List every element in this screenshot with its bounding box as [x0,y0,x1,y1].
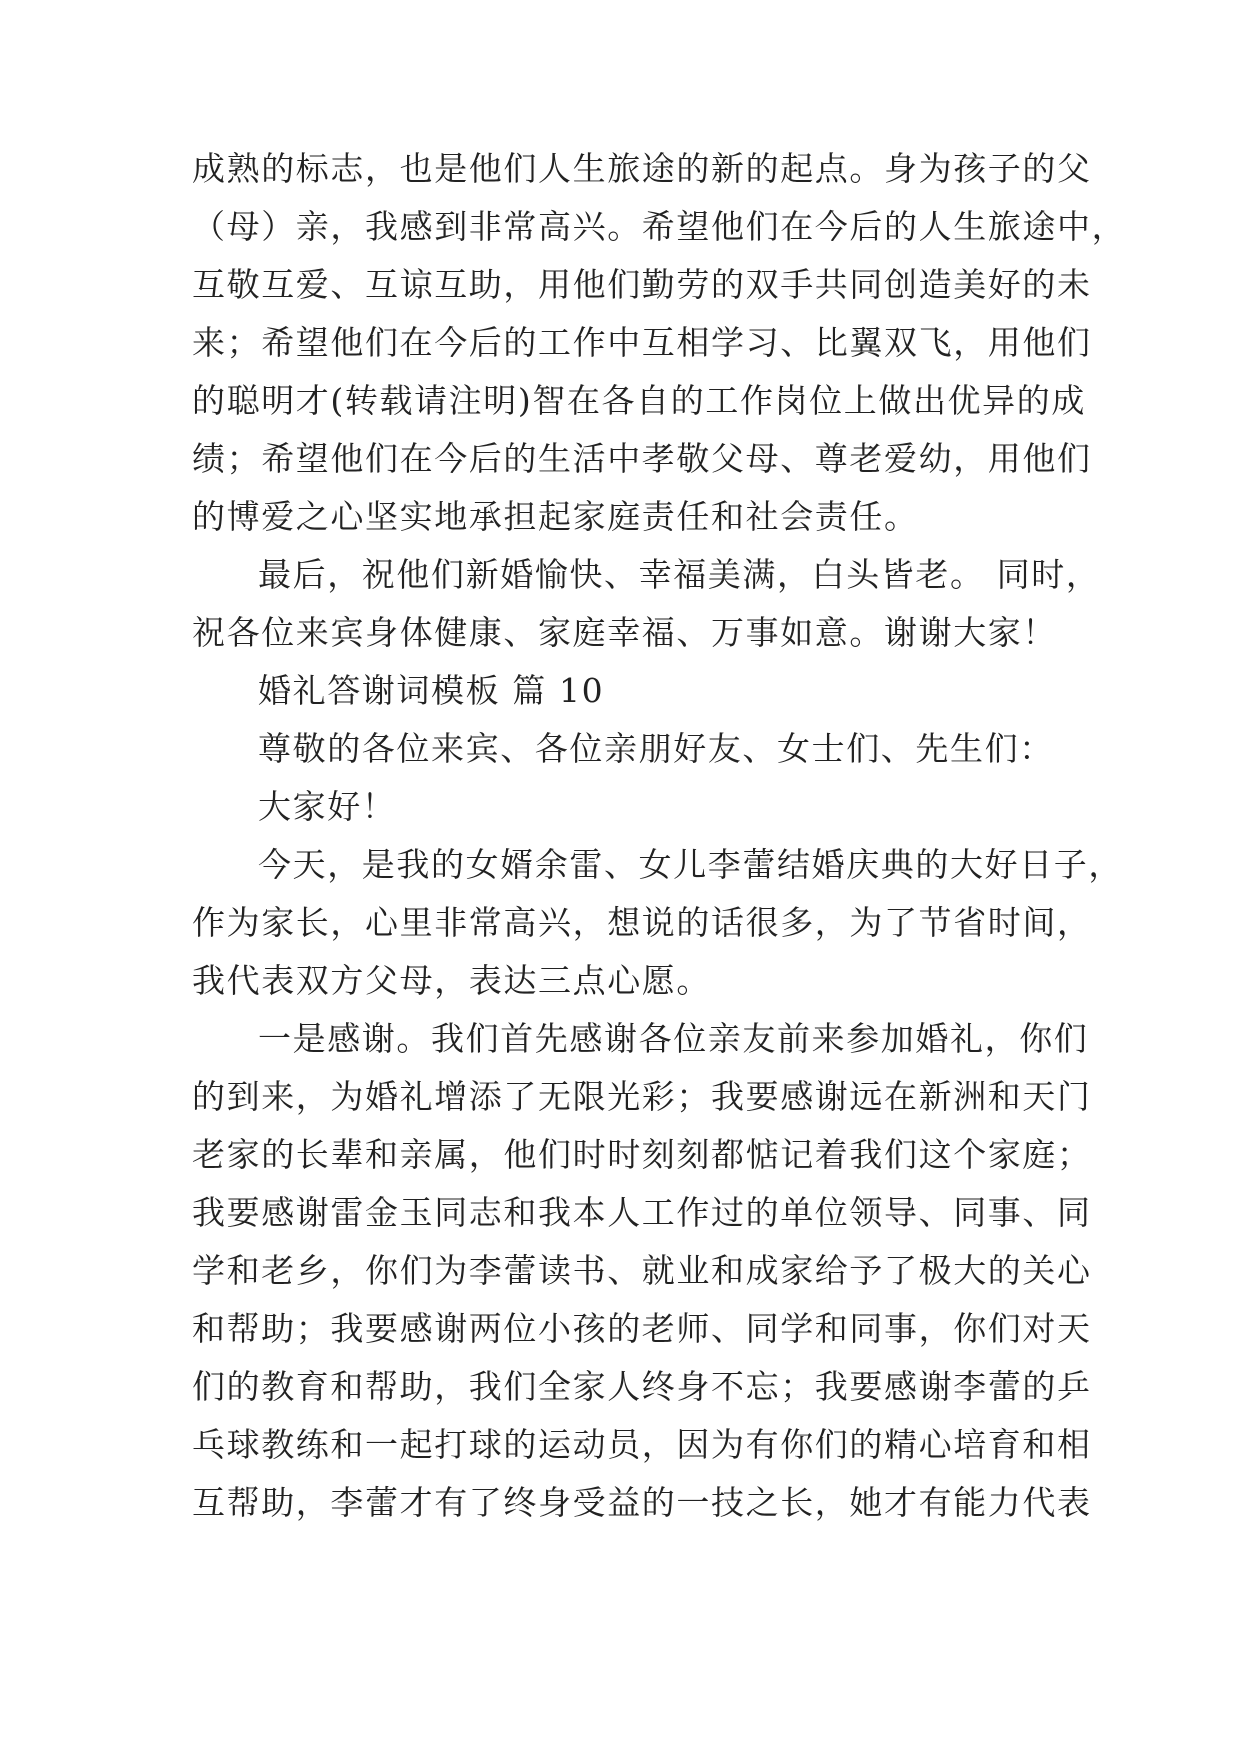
text-line: （母）亲，我感到非常高兴。希望他们在今后的人生旅途中， [192,207,1127,246]
text-line: 们的教育和帮助，我们全家人终身不忘；我要感谢李蕾的乒 [192,1367,1092,1406]
paragraph-first-line: 今天，是我的女婿余雷、女儿李蕾结婚庆典的大好日子， [258,845,1123,884]
text-line: 乓球教练和一起打球的运动员，因为有你们的精心培育和相 [192,1425,1092,1464]
section-heading: 婚礼答谢词模板 篇 10 [258,671,605,710]
text-line: 互敬互爱、互谅互助，用他们勤劳的双手共同创造美好的未 [192,265,1092,304]
text-line: 的聪明才(转载请注明)智在各自的工作岗位上做出优异的成 [192,381,1086,420]
text-line: 学和老乡，你们为李蕾读书、就业和成家给予了极大的关心 [192,1251,1092,1290]
text-line: 互帮助，李蕾才有了终身受益的一技之长，她才有能力代表 [192,1483,1092,1522]
text-line: 来；希望他们在今后的工作中互相学习、比翼双飞，用他们 [192,323,1092,362]
text-line: 祝各位来宾身体健康、家庭幸福、万事如意。谢谢大家！ [192,613,1057,652]
text-line: 我要感谢雷金玉同志和我本人工作过的单位领导、同事、同 [192,1193,1092,1232]
text-line: 老家的长辈和亲属，他们时时刻刻都惦记着我们这个家庭； [192,1135,1092,1174]
paragraph-first-line: 一是感谢。我们首先感谢各位亲友前来参加婚礼，你们 [258,1019,1089,1058]
paragraph-first-line: 最后，祝他们新婚愉快、幸福美满，白头皆老。 同时， [258,555,1101,594]
text-line: 我代表双方父母，表达三点心愿。 [192,961,711,1000]
text-line: 绩；希望他们在今后的生活中孝敬父母、尊老爱幼，用他们 [192,439,1092,478]
text-line: 的博爱之心坚实地承担起家庭责任和社会责任。 [192,497,919,536]
text-line: 作为家长，心里非常高兴，想说的话很多，为了节省时间， [192,903,1092,942]
greeting: 大家好！ [258,787,397,826]
text-line: 的到来，为婚礼增添了无限光彩；我要感谢远在新洲和天门 [192,1077,1092,1116]
text-line: 成熟的标志，也是他们人生旅途的新的起点。身为孩子的父 [192,149,1092,188]
salutation: 尊敬的各位来宾、各位亲朋好友、女士们、先生们： [258,729,1054,768]
text-line: 和帮助；我要感谢两位小孩的老师、同学和同事，你们对天 [192,1309,1092,1348]
